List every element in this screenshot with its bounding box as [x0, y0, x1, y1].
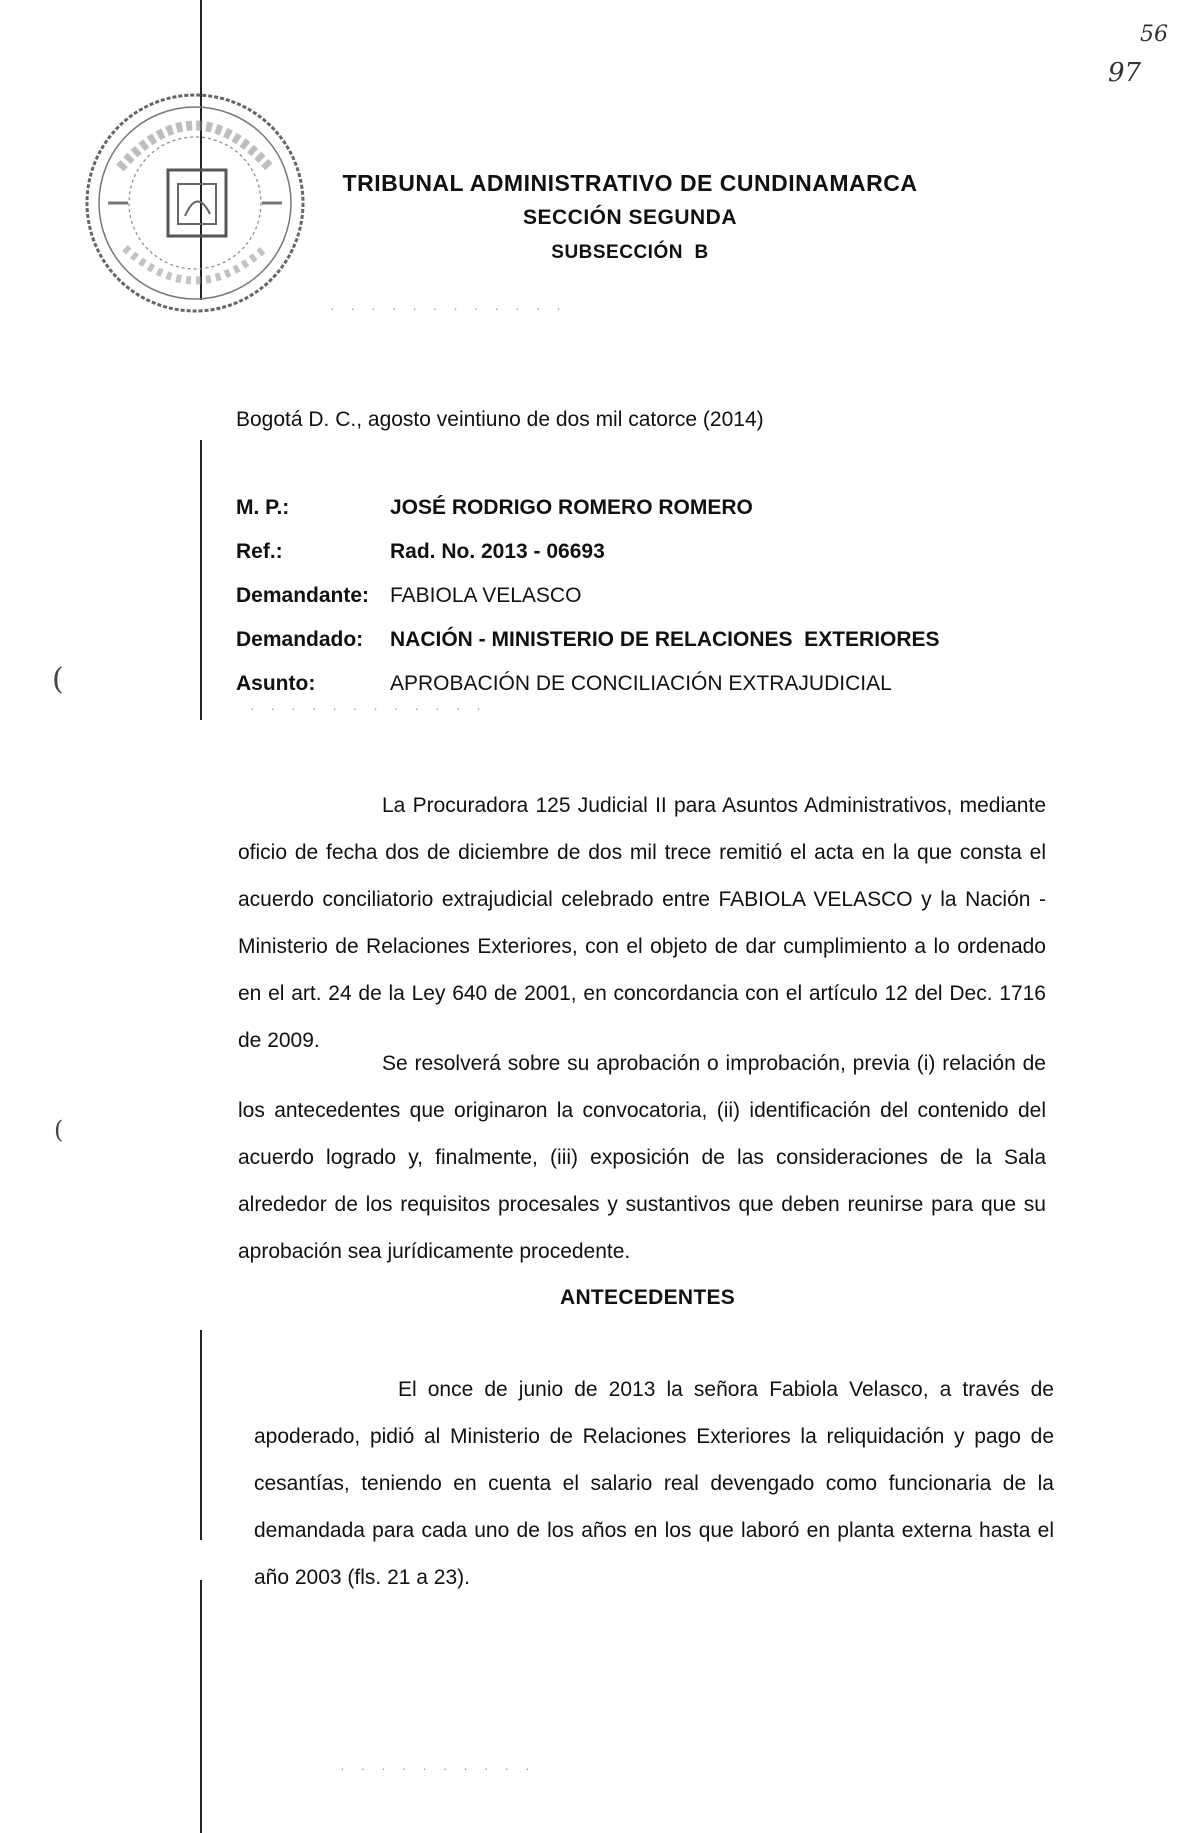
meta-value: FABIOLA VELASCO — [390, 584, 582, 607]
meta-value: NACIÓN - MINISTERIO DE RELACIONES EXTERIORES — [390, 628, 940, 651]
scan-noise: · · · · · · · · · · · · — [250, 700, 487, 716]
meta-row-demandado — [236, 628, 940, 652]
paragraph-intro: La Procuradora 125 Judicial II para Asuntos Administrativos, mediante oficio de fecha dos de diciembre de dos mil trece remitió el acta en la que consta el acuerdo conciliatorio extrajudicial celebrado entre FABIOLA VELASCO y la Nación - Ministerio de Relaciones Exteriores, con el objeto de dar cumplimiento a lo ordenado en el art. 24 de la Ley 640 de 2001, en concordancia con el artículo 12 del Dec. 1716 de 2009. — [238, 794, 1046, 1052]
meta-value: APROBACIÓN DE CONCILIACIÓN EXTRAJUDICIAL — [390, 672, 892, 695]
meta-row-asunto — [236, 672, 892, 696]
court-seal-stamp — [80, 88, 310, 318]
meta-key: Ref.: — [236, 540, 283, 563]
meta-value: JOSÉ RODRIGO ROMERO ROMERO — [390, 496, 753, 519]
meta-key: Asunto: — [236, 672, 316, 695]
paragraph-antecedentes: El once de junio de 2013 la señora Fabiola Velasco, a través de apoderado, pidió al Ministerio de Relaciones Exteriores la reliquidación y pago de cesantías, teniendo en cuenta el salario real devengado como funcionaria de la demandada para cada uno de los años en los que laboró en planta externa hasta el año 2003 (fls. 21 a 23). — [254, 1378, 1054, 1589]
court-name: TRIBUNAL ADMINISTRATIVO DE CUNDINAMARCA — [342, 170, 918, 196]
margin-mark: ( — [54, 1116, 64, 1144]
scan-line-mid — [200, 440, 202, 720]
meta-key: Demandado: — [236, 628, 364, 651]
section-name: SECCIÓN SEGUNDA — [522, 206, 738, 229]
page-number-annotation-2: 97 — [1108, 58, 1142, 88]
meta-key: Demandante: — [236, 584, 370, 607]
meta-key: M. P.: — [236, 496, 290, 519]
date-line: Bogotá D. C., agosto veintiuno de dos mil catorce (2014) — [236, 408, 764, 431]
section-title-antecedentes: ANTECEDENTES — [560, 1286, 736, 1309]
scan-noise: · · · · · · · · · · — [340, 1760, 536, 1776]
subsection-name: SUBSECCIÓN B — [551, 242, 709, 263]
meta-value: Rad. No. 2013 - 06693 — [390, 540, 605, 563]
scan-noise: · · · · · · · · · · · · — [330, 300, 567, 316]
paragraph-method: Se resolverá sobre su aprobación o improbación, previa (i) relación de los antecedentes que originaron la convocatoria, (ii) identificación del contenido del acuerdo logrado y, finalmente, (iii) exposición de las consideraciones de la Sala alrededor de los requisitos procesales y sustantivos que deben reunirse para que su aprobación sea jurídicamente procedente. — [238, 1052, 1046, 1263]
scan-line-bottom — [200, 1580, 202, 1833]
meta-row-demandante — [236, 584, 581, 608]
page-number-annotation-1: 56 — [1140, 22, 1168, 47]
meta-row-magistrado — [236, 496, 753, 520]
meta-row-ref — [236, 540, 605, 564]
margin-mark: ( — [52, 662, 64, 697]
scan-line-lower — [200, 1330, 202, 1540]
